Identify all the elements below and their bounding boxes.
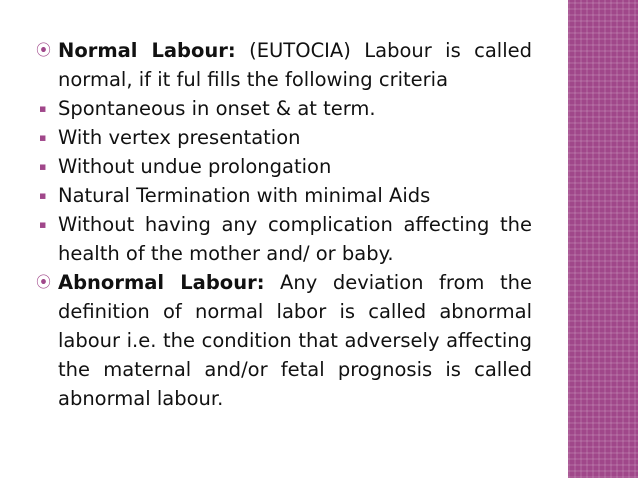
circle-arrow-icon: ⦿ bbox=[36, 41, 52, 59]
criteria-text: With vertex presentation bbox=[58, 126, 301, 149]
circle-arrow-icon: ⦿ bbox=[36, 273, 52, 291]
square-bullet-icon: ▪ bbox=[39, 189, 47, 202]
abnormal-labour-heading: Abnormal Labour: bbox=[58, 271, 265, 294]
abnormal-labour-text: Any deviation from the definition of normal labor is called abnormal labour i.e. the condition that adversely affecting the maternal and/or fetal prognosis is called abnormal labour. bbox=[58, 271, 532, 410]
square-bullet-icon: ▪ bbox=[39, 131, 47, 144]
criteria-item-onset bbox=[36, 94, 532, 123]
criteria-text: Natural Termination with minimal Aids bbox=[58, 184, 431, 207]
square-bullet-icon: ▪ bbox=[39, 102, 47, 115]
slide-content bbox=[36, 36, 532, 413]
criteria-item-termination bbox=[36, 181, 532, 210]
criteria-text: Without having any complication affecting the health of the mother and/ or baby. bbox=[58, 213, 532, 265]
normal-labour-item bbox=[36, 36, 532, 94]
criteria-item-complication bbox=[36, 210, 532, 268]
criteria-text: Spontaneous in onset & at term. bbox=[58, 97, 376, 120]
square-bullet-icon: ▪ bbox=[39, 218, 47, 231]
square-bullet-icon: ▪ bbox=[39, 160, 47, 173]
criteria-item-vertex bbox=[36, 123, 532, 152]
abnormal-labour-item bbox=[36, 268, 532, 413]
criteria-text: Without undue prolongation bbox=[58, 155, 332, 178]
criteria-item-prolongation bbox=[36, 152, 532, 181]
decorative-side-band bbox=[568, 0, 638, 478]
normal-labour-heading: Normal Labour: bbox=[58, 39, 236, 62]
normal-labour-text: (EUTOCIA) Labour is called normal, if it ful fills the following criteria bbox=[58, 39, 532, 91]
